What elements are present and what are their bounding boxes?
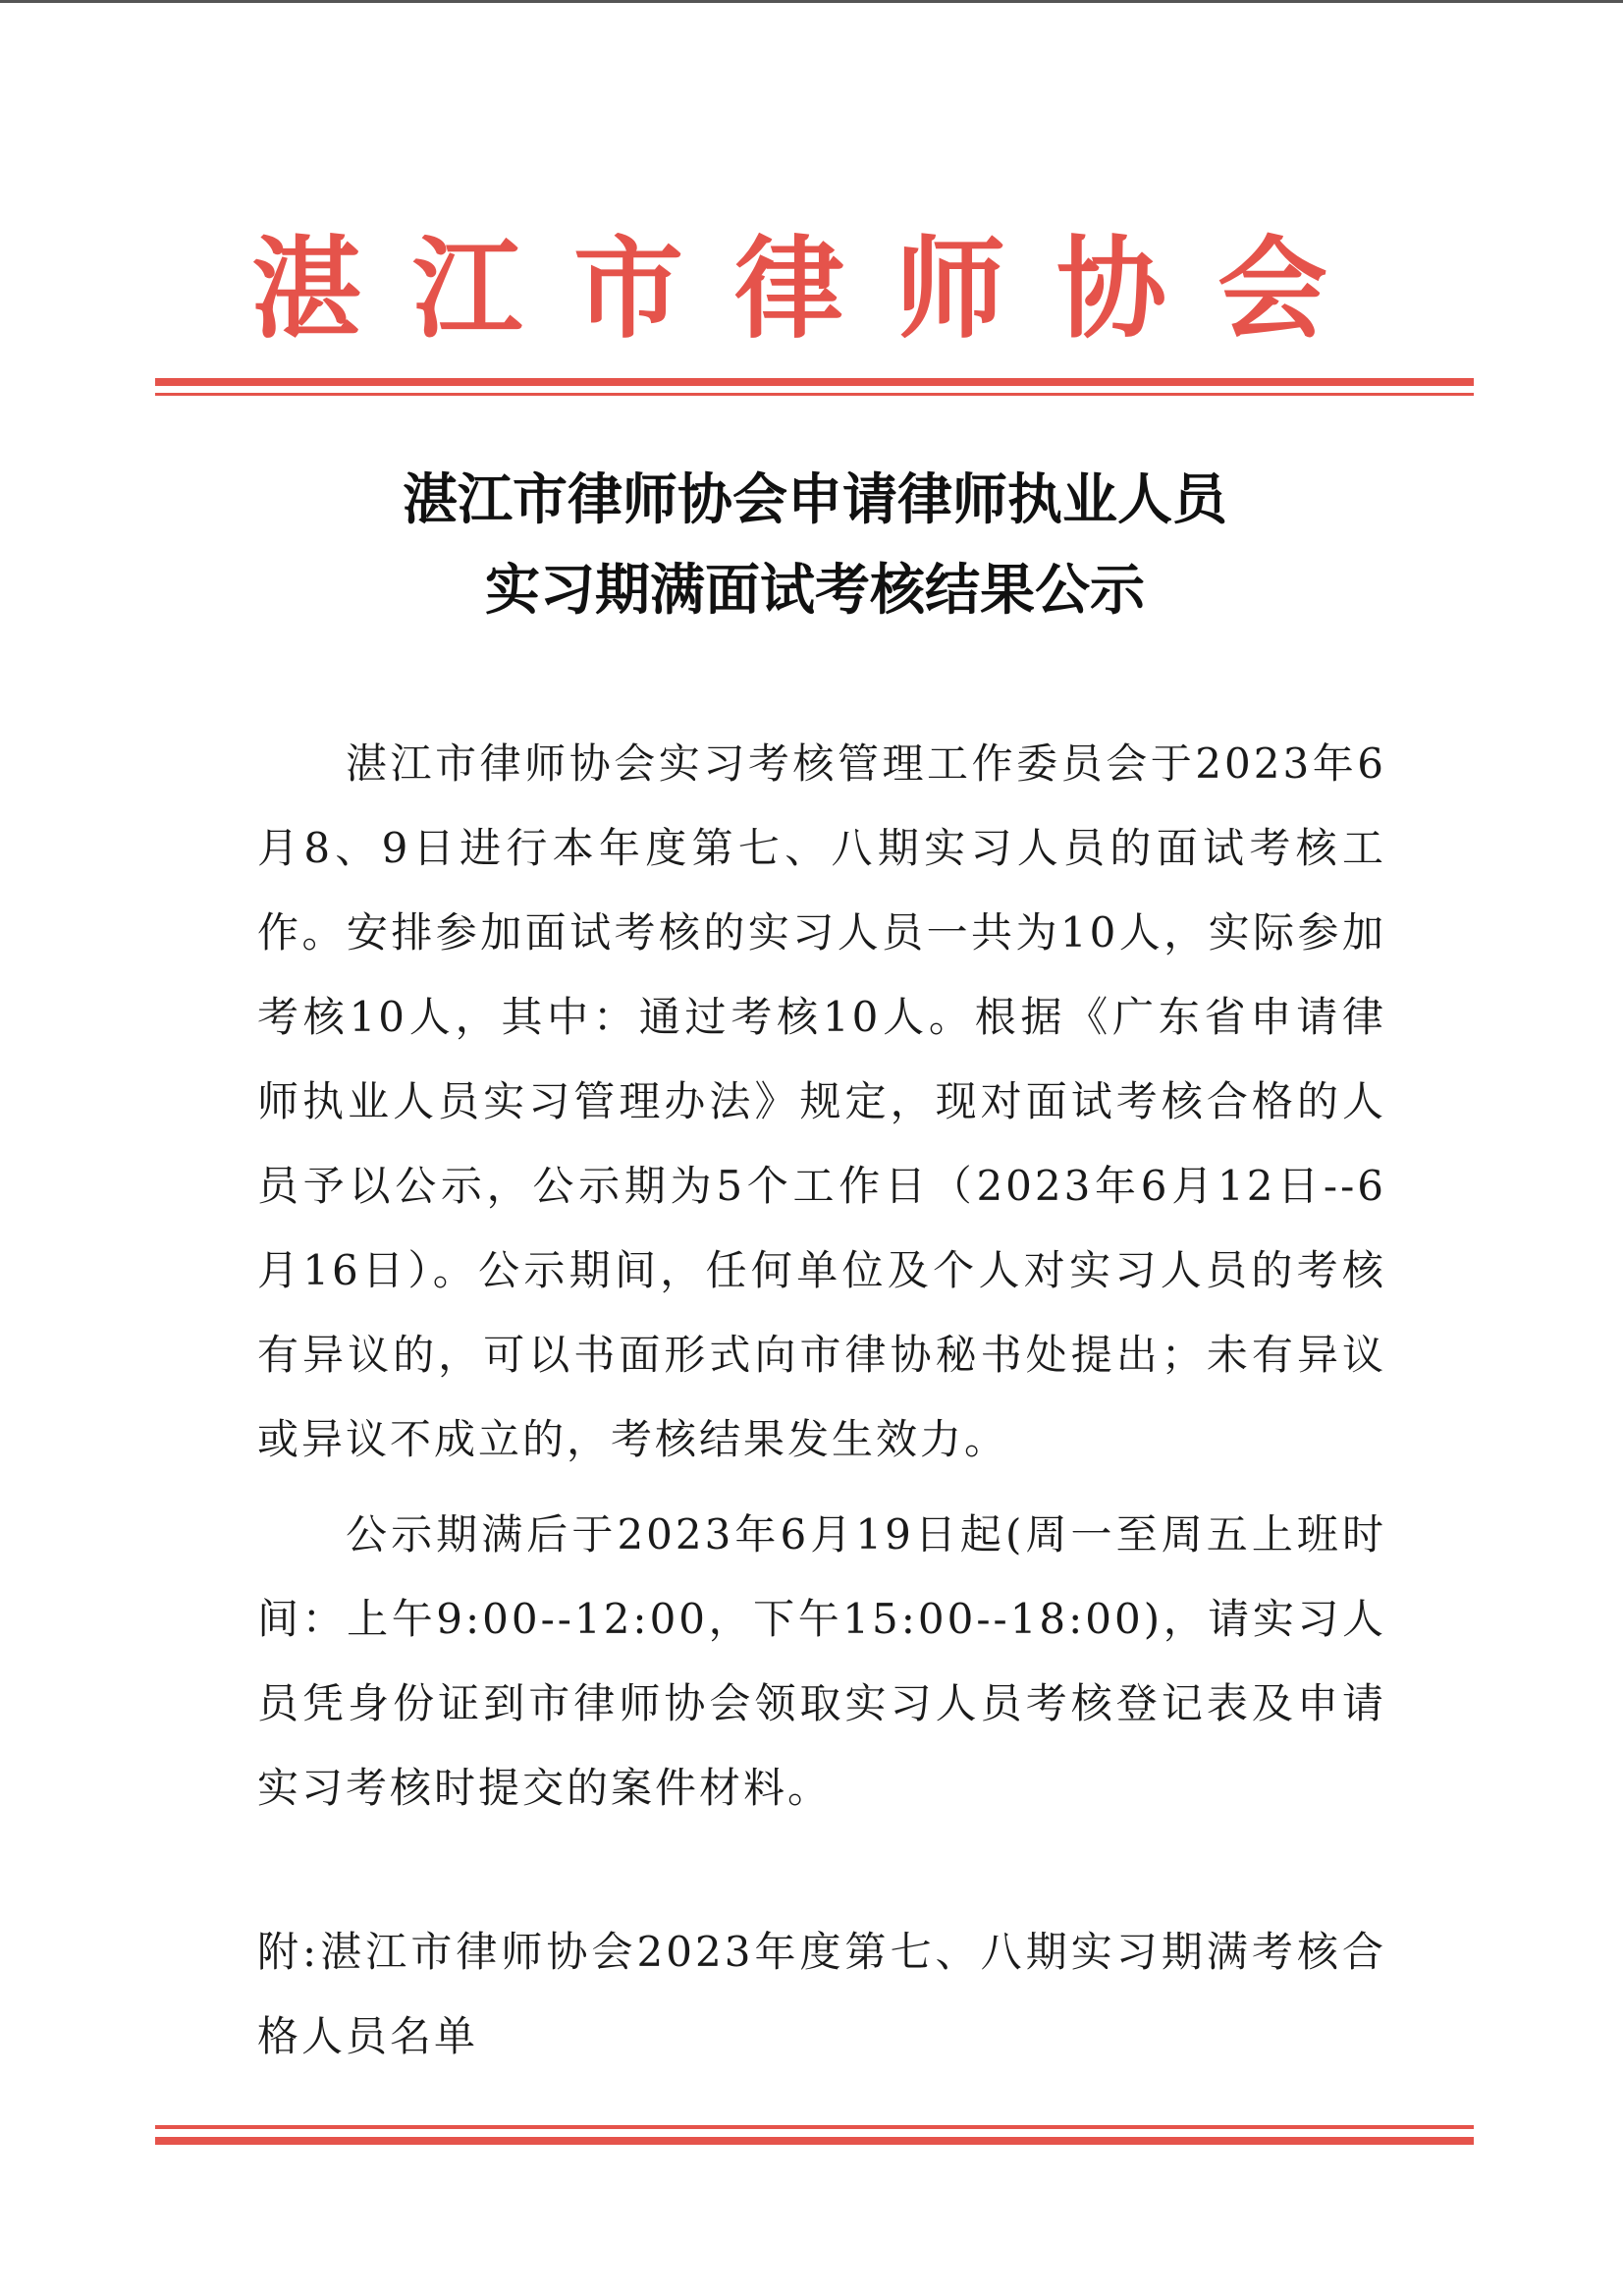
letterhead-rule-thick [155, 378, 1474, 386]
document-title-line-2: 实习期满面试考核结果公示 [485, 559, 1145, 623]
attachment-note: 附:湛江市律师协会2023年度第七、八期实习期满考核合格人员名单 [257, 1928, 1386, 2060]
body-paragraph-1: 湛江市律师协会实习考核管理工作委员会于2023年6月8、9日进行本年度第七、八期实习人员的面试考核工作。安排参加面试考核的实习人员一共为10人，实际参加考核10人，其中：通过考核10人。根据《广东省申请律师执业人员实习管理办法》规定，现对面试考核合格的人员予以公示，公示期为5个工作日（2023年6月12日--6月16日）。公示期间，任何单位及个人对实习人员的考核有异议的，可以书面形式向市律协秘书处提出；未有异议或异议不成立的，考核结果发生效力。 [257, 739, 1386, 1463]
body-paragraph-2: 公示期满后于2023年6月19日起(周一至周五上班时间：上午9:00--12:00，下午15:00--18:00)，请实习人员凭身份证到市律师协会领取实习人员考核登记表及申请实习考核时提交的案件材料。 [257, 1510, 1386, 1812]
letterhead-rule-thin [155, 393, 1474, 396]
page-top-edge [0, 0, 1623, 3]
footer-rule-thin [155, 2125, 1474, 2129]
footer-rule-thick [155, 2137, 1474, 2145]
letterhead-org-name: 湛江市律师协会 [251, 226, 1379, 354]
document-title-line-1: 湛江市律师协会申请律师执业人员 [403, 468, 1227, 532]
